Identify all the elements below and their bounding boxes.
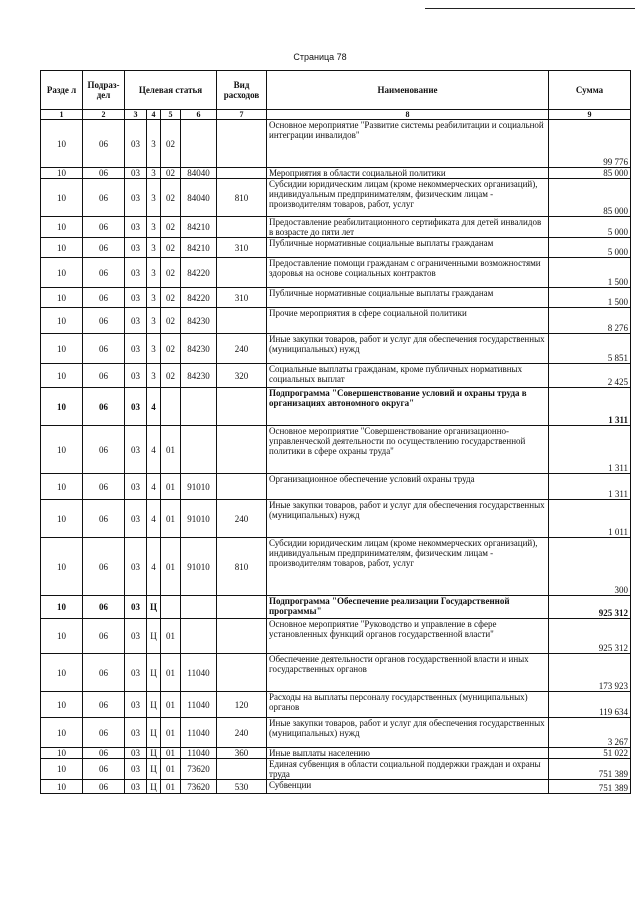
cell-sum: 5 000 (549, 238, 631, 258)
cell-podrazdel: 06 (83, 538, 125, 596)
table-row (41, 692, 631, 718)
cell-sum: 300 (549, 538, 631, 596)
table-row (41, 500, 631, 538)
cell-razdel: 10 (41, 596, 83, 619)
table-row (41, 120, 631, 168)
cell-sum: 119 634 (549, 692, 631, 718)
cell-razdel: 10 (41, 426, 83, 474)
table-row (41, 179, 631, 217)
table-row (41, 168, 631, 179)
cell-sum: 2 425 (549, 364, 631, 388)
cell-code-a: 03 (125, 217, 147, 238)
cell-podrazdel: 06 (83, 654, 125, 692)
cell-code-c: 01 (161, 718, 181, 748)
cell-code-d: 91010 (181, 538, 217, 596)
cell-name: Подпрограмма "Обеспечение реализации Государственной программы" (267, 596, 549, 619)
cell-code-c: 01 (161, 538, 181, 596)
cell-podrazdel: 06 (83, 474, 125, 500)
table-row (41, 538, 631, 596)
cell-code-b: 3 (147, 238, 161, 258)
cell-code-c: 01 (161, 619, 181, 654)
cell-podrazdel: 06 (83, 748, 125, 759)
cell-name: Организационное обеспечение условий охраны труда (267, 474, 549, 500)
cell-podrazdel: 06 (83, 692, 125, 718)
cell-sum: 1 500 (549, 288, 631, 308)
cell-code-d: 84230 (181, 308, 217, 334)
cell-code-d: 84210 (181, 217, 217, 238)
cell-name: Подпрограмма "Совершенствование условий и охраны труда в организациях автономного округа" (267, 388, 549, 426)
cell-sum: 5 851 (549, 334, 631, 364)
cell-code-c (161, 596, 181, 619)
cell-razdel: 10 (41, 500, 83, 538)
cell-razdel: 10 (41, 619, 83, 654)
cell-razdel: 10 (41, 780, 83, 794)
cell-razdel: 10 (41, 179, 83, 217)
cell-razdel: 10 (41, 654, 83, 692)
header-vid: Вид расходов (217, 71, 267, 110)
cell-code-c (161, 388, 181, 426)
column-number: 3 (125, 110, 147, 120)
cell-code-b: 3 (147, 334, 161, 364)
cell-code-a: 03 (125, 120, 147, 168)
cell-code-b: 3 (147, 364, 161, 388)
cell-code-d: 84210 (181, 238, 217, 258)
cell-code-b: 3 (147, 179, 161, 217)
cell-code-b: 3 (147, 308, 161, 334)
cell-name: Основное мероприятие "Развитие системы реабилитации и социальной интеграции инвалидов" (267, 120, 549, 168)
cell-code-d: 91010 (181, 500, 217, 538)
cell-name: Предоставление реабилитационного сертификата для детей инвалидов в возрасте до пяти лет (267, 217, 549, 238)
cell-podrazdel: 06 (83, 500, 125, 538)
cell-code-b: 4 (147, 426, 161, 474)
cell-code-c: 02 (161, 168, 181, 179)
cell-code-b: Ц (147, 692, 161, 718)
cell-sum: 3 267 (549, 718, 631, 748)
cell-vid: 810 (217, 179, 267, 217)
cell-sum: 173 923 (549, 654, 631, 692)
header-podrazdel: Подраз-дел (83, 71, 125, 110)
cell-code-a: 03 (125, 596, 147, 619)
cell-sum: 1 500 (549, 258, 631, 288)
cell-sum: 1 311 (549, 474, 631, 500)
cell-code-c: 02 (161, 334, 181, 364)
table-row (41, 718, 631, 748)
cell-code-b: Ц (147, 718, 161, 748)
cell-code-a: 03 (125, 780, 147, 794)
cell-code-c: 01 (161, 426, 181, 474)
cell-code-d (181, 619, 217, 654)
table-row (41, 308, 631, 334)
cell-code-b: Ц (147, 596, 161, 619)
cell-code-d: 84230 (181, 364, 217, 388)
cell-sum: 5 000 (549, 217, 631, 238)
cell-vid: 120 (217, 692, 267, 718)
cell-razdel: 10 (41, 748, 83, 759)
cell-name: Субвенции (267, 780, 549, 794)
cell-podrazdel: 06 (83, 619, 125, 654)
cell-name: Основное мероприятие "Руководство и управление в сфере установленных функций органов государственной власти" (267, 619, 549, 654)
cell-name: Прочие мероприятия в сфере социальной политики (267, 308, 549, 334)
cell-sum: 1 311 (549, 426, 631, 474)
table-row (41, 388, 631, 426)
header-summa: Сумма (549, 71, 631, 110)
cell-sum: 1 311 (549, 388, 631, 426)
cell-code-d: 91010 (181, 474, 217, 500)
cell-code-c: 01 (161, 474, 181, 500)
cell-vid (217, 619, 267, 654)
table-row (41, 364, 631, 388)
cell-vid (217, 308, 267, 334)
cell-razdel: 10 (41, 364, 83, 388)
cell-code-b: Ц (147, 654, 161, 692)
cell-razdel: 10 (41, 388, 83, 426)
cell-podrazdel: 06 (83, 238, 125, 258)
cell-code-c: 02 (161, 120, 181, 168)
cell-vid (217, 654, 267, 692)
cell-vid: 810 (217, 538, 267, 596)
cell-podrazdel: 06 (83, 308, 125, 334)
cell-name: Иные закупки товаров, работ и услуг для обеспечения государственных (муниципальных) нужд (267, 334, 549, 364)
cell-podrazdel: 06 (83, 168, 125, 179)
cell-code-a: 03 (125, 619, 147, 654)
cell-code-b: 3 (147, 168, 161, 179)
cell-vid: 240 (217, 500, 267, 538)
column-number: 6 (181, 110, 217, 120)
cell-code-b: Ц (147, 619, 161, 654)
table-row (41, 619, 631, 654)
cell-code-b: 3 (147, 288, 161, 308)
cell-code-a: 03 (125, 718, 147, 748)
cell-code-b: 3 (147, 217, 161, 238)
header-razdel: Разде л (41, 71, 83, 110)
top-rule (425, 8, 635, 9)
cell-sum: 1 011 (549, 500, 631, 538)
cell-code-a: 03 (125, 168, 147, 179)
cell-podrazdel: 06 (83, 288, 125, 308)
cell-podrazdel: 06 (83, 780, 125, 794)
table-row (41, 258, 631, 288)
header-celevaya: Целевая статья (125, 71, 217, 110)
cell-podrazdel: 06 (83, 596, 125, 619)
cell-code-a: 03 (125, 258, 147, 288)
cell-code-c: 01 (161, 654, 181, 692)
cell-razdel: 10 (41, 288, 83, 308)
cell-code-a: 03 (125, 334, 147, 364)
cell-sum: 8 276 (549, 308, 631, 334)
cell-sum: 85 000 (549, 179, 631, 217)
cell-code-b: Ц (147, 748, 161, 759)
cell-code-b: 4 (147, 474, 161, 500)
cell-name: Предоставление помощи гражданам с ограниченными возможностями здоровья на основе социальных контрактов (267, 258, 549, 288)
cell-code-c: 02 (161, 288, 181, 308)
cell-sum: 751 389 (549, 780, 631, 794)
column-number: 5 (161, 110, 181, 120)
table-row (41, 426, 631, 474)
cell-code-b: Ц (147, 759, 161, 780)
cell-code-d: 84230 (181, 334, 217, 364)
cell-name: Иные закупки товаров, работ и услуг для обеспечения государственных (муниципальных) нужд (267, 718, 549, 748)
cell-vid (217, 596, 267, 619)
cell-vid (217, 474, 267, 500)
cell-vid (217, 258, 267, 288)
cell-razdel: 10 (41, 692, 83, 718)
cell-code-d: 11040 (181, 718, 217, 748)
table-row (41, 288, 631, 308)
cell-code-a: 03 (125, 500, 147, 538)
cell-razdel: 10 (41, 120, 83, 168)
cell-code-c: 02 (161, 238, 181, 258)
cell-name: Иные закупки товаров, работ и услуг для обеспечения государственных (муниципальных) нужд (267, 500, 549, 538)
cell-razdel: 10 (41, 217, 83, 238)
cell-sum: 925 312 (549, 596, 631, 619)
cell-name: Субсидии юридическим лицам (кроме некоммерческих организаций), индивидуальным предпринимателям, физическим лицам - производителям товаров, работ, услуг (267, 538, 549, 596)
cell-name: Основное мероприятие "Совершенствование организационно-управленческой деятельности по осуществлению государственной политики в сфере охраны труда" (267, 426, 549, 474)
cell-code-d (181, 596, 217, 619)
table-row (41, 217, 631, 238)
cell-sum: 925 312 (549, 619, 631, 654)
cell-code-d: 11040 (181, 654, 217, 692)
cell-code-b: 4 (147, 500, 161, 538)
cell-podrazdel: 06 (83, 759, 125, 780)
cell-code-d: 84220 (181, 288, 217, 308)
cell-code-b: 4 (147, 538, 161, 596)
cell-vid (217, 759, 267, 780)
cell-sum: 99 776 (549, 120, 631, 168)
cell-podrazdel: 06 (83, 217, 125, 238)
table-row (41, 759, 631, 780)
cell-razdel: 10 (41, 759, 83, 780)
cell-code-a: 03 (125, 426, 147, 474)
cell-code-a: 03 (125, 759, 147, 780)
cell-code-d (181, 120, 217, 168)
cell-name: Единая субвенция в области социальной поддержки граждан и охраны труда (267, 759, 549, 780)
cell-vid: 320 (217, 364, 267, 388)
cell-vid: 240 (217, 334, 267, 364)
cell-sum: 751 389 (549, 759, 631, 780)
cell-code-d: 11040 (181, 692, 217, 718)
cell-code-c: 01 (161, 500, 181, 538)
cell-vid (217, 168, 267, 179)
cell-code-d: 84040 (181, 168, 217, 179)
cell-name: Иные выплаты населению (267, 748, 549, 759)
cell-code-d: 73620 (181, 759, 217, 780)
cell-podrazdel: 06 (83, 258, 125, 288)
column-number: 8 (267, 110, 549, 120)
cell-code-d (181, 426, 217, 474)
cell-podrazdel: 06 (83, 334, 125, 364)
cell-code-b: 3 (147, 258, 161, 288)
cell-vid: 310 (217, 238, 267, 258)
cell-code-c: 01 (161, 780, 181, 794)
cell-code-a: 03 (125, 748, 147, 759)
cell-vid (217, 217, 267, 238)
page-number: Страница 78 (293, 52, 347, 62)
cell-podrazdel: 06 (83, 388, 125, 426)
cell-code-c: 02 (161, 258, 181, 288)
cell-sum: 85 000 (549, 168, 631, 179)
cell-name: Обеспечение деятельности органов государственной власти и иных государственных органов (267, 654, 549, 692)
cell-name: Мероприятия в области социальной политики (267, 168, 549, 179)
cell-code-d: 73620 (181, 780, 217, 794)
table-row (41, 334, 631, 364)
table-row (41, 654, 631, 692)
cell-code-c: 02 (161, 179, 181, 217)
cell-name: Социальные выплаты гражданам, кроме публичных нормативных социальных выплат (267, 364, 549, 388)
column-number: 1 (41, 110, 83, 120)
cell-vid (217, 120, 267, 168)
cell-sum: 51 022 (549, 748, 631, 759)
column-number: 2 (83, 110, 125, 120)
table-row (41, 238, 631, 258)
cell-code-c: 02 (161, 217, 181, 238)
cell-razdel: 10 (41, 334, 83, 364)
table-row (41, 748, 631, 759)
cell-code-c: 01 (161, 692, 181, 718)
cell-code-c: 02 (161, 308, 181, 334)
cell-code-d (181, 388, 217, 426)
cell-vid (217, 388, 267, 426)
cell-vid (217, 426, 267, 474)
cell-code-a: 03 (125, 654, 147, 692)
cell-code-a: 03 (125, 538, 147, 596)
cell-podrazdel: 06 (83, 120, 125, 168)
table-row (41, 780, 631, 794)
cell-name: Расходы на выплаты персоналу государственных (муниципальных) органов (267, 692, 549, 718)
cell-razdel: 10 (41, 308, 83, 334)
cell-code-b: Ц (147, 780, 161, 794)
cell-code-a: 03 (125, 308, 147, 334)
cell-name: Субсидии юридическим лицам (кроме некоммерческих организаций), индивидуальным предпринимателям, физическим лицам - производителям товаров, работ, услуг (267, 179, 549, 217)
header-name: Наименование (267, 71, 549, 110)
cell-podrazdel: 06 (83, 179, 125, 217)
cell-razdel: 10 (41, 474, 83, 500)
cell-code-a: 03 (125, 692, 147, 718)
cell-code-c: 01 (161, 748, 181, 759)
cell-code-d: 84040 (181, 179, 217, 217)
cell-razdel: 10 (41, 718, 83, 748)
cell-code-a: 03 (125, 474, 147, 500)
cell-vid: 240 (217, 718, 267, 748)
cell-vid: 530 (217, 780, 267, 794)
cell-code-a: 03 (125, 288, 147, 308)
cell-name: Публичные нормативные социальные выплаты гражданам (267, 238, 549, 258)
cell-code-c: 02 (161, 364, 181, 388)
cell-podrazdel: 06 (83, 426, 125, 474)
cell-vid: 360 (217, 748, 267, 759)
budget-table (40, 70, 631, 794)
table-row (41, 596, 631, 619)
cell-code-a: 03 (125, 388, 147, 426)
cell-code-b: 4 (147, 388, 161, 426)
cell-podrazdel: 06 (83, 718, 125, 748)
column-number: 4 (147, 110, 161, 120)
cell-razdel: 10 (41, 258, 83, 288)
cell-code-d: 11040 (181, 748, 217, 759)
cell-vid: 310 (217, 288, 267, 308)
cell-razdel: 10 (41, 168, 83, 179)
cell-code-a: 03 (125, 179, 147, 217)
column-number: 7 (217, 110, 267, 120)
cell-name: Публичные нормативные социальные выплаты гражданам (267, 288, 549, 308)
cell-razdel: 10 (41, 238, 83, 258)
cell-code-c: 01 (161, 759, 181, 780)
cell-podrazdel: 06 (83, 364, 125, 388)
cell-code-d: 84220 (181, 258, 217, 288)
column-number: 9 (549, 110, 631, 120)
cell-code-b: 3 (147, 120, 161, 168)
table-row (41, 474, 631, 500)
cell-code-a: 03 (125, 238, 147, 258)
cell-code-a: 03 (125, 364, 147, 388)
cell-razdel: 10 (41, 538, 83, 596)
